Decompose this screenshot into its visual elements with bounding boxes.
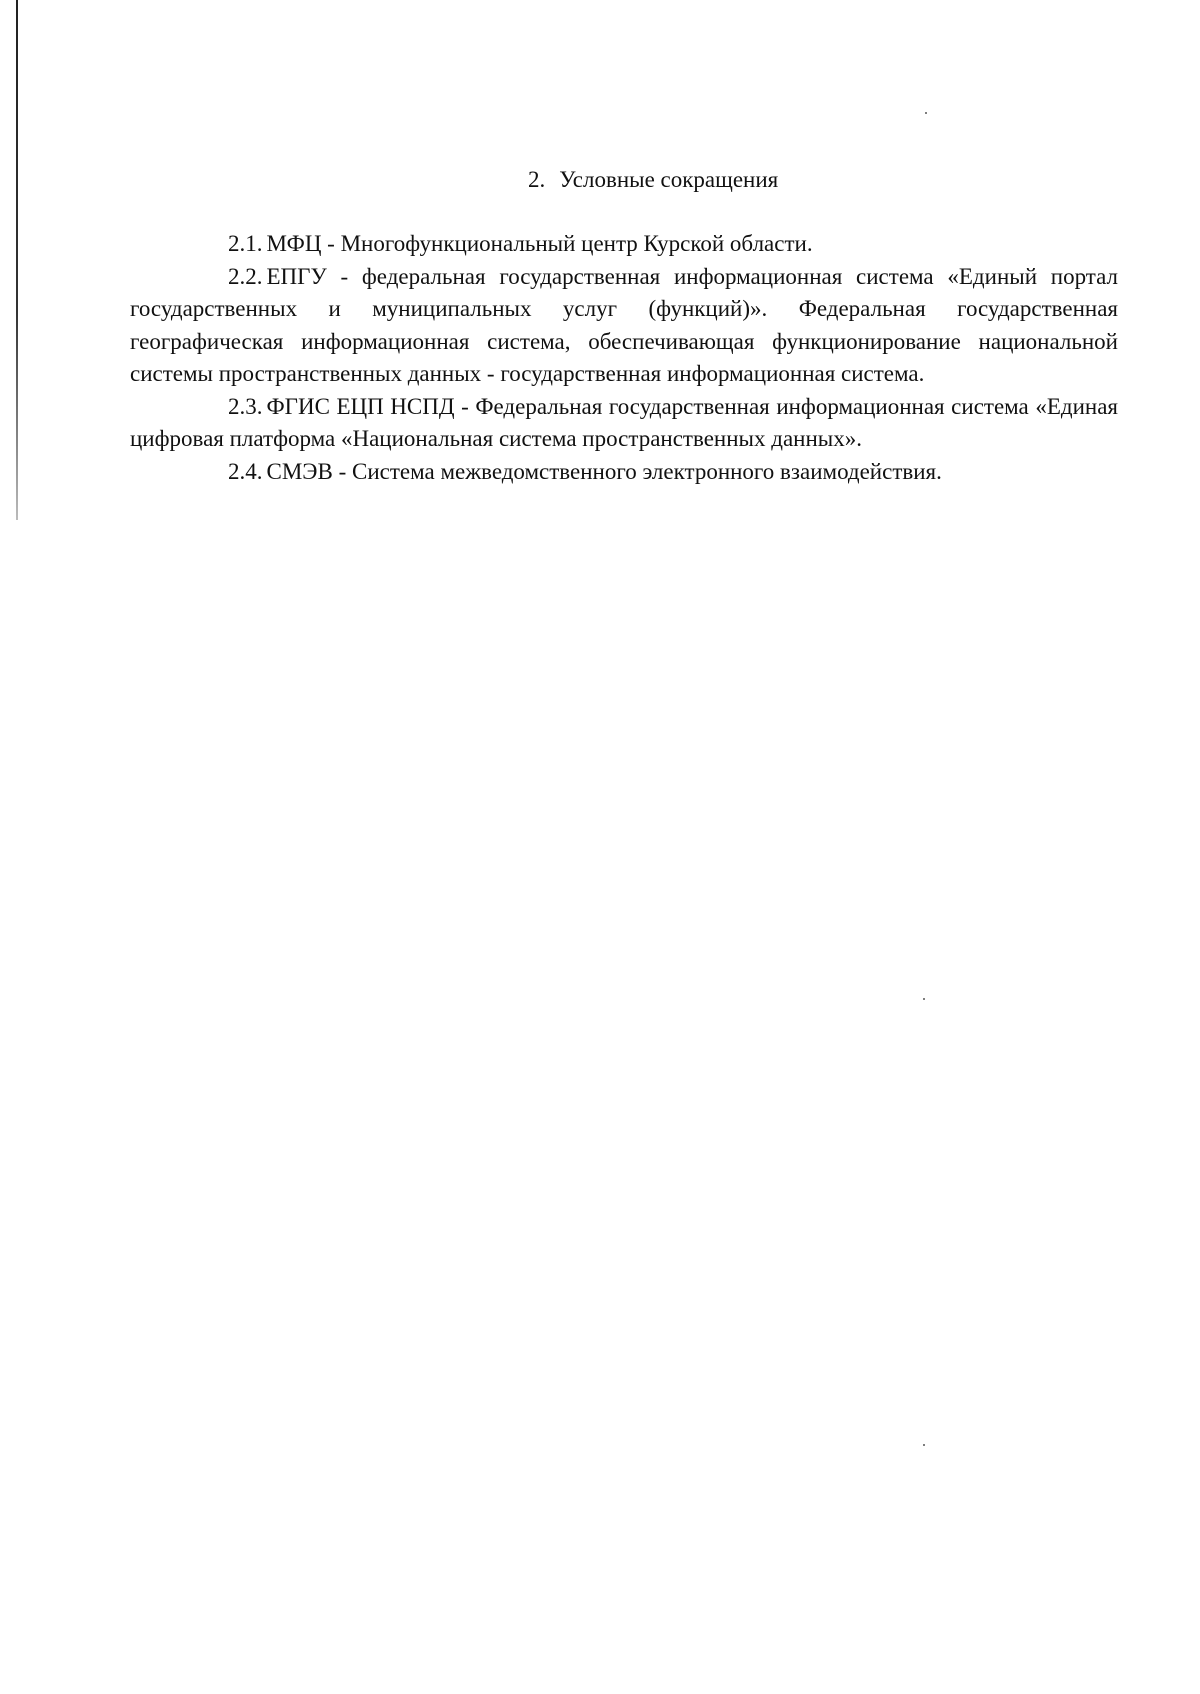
section-heading [528, 166, 778, 194]
scan-edge-line [16, 0, 18, 520]
list-item [130, 228, 1118, 261]
item-number: 2.3. [228, 393, 263, 419]
item-text: СМЭВ - Система межведомственного электронного взаимодействия. [266, 458, 942, 484]
item-text: МФЦ - Многофункциональный центр Курской области. [266, 231, 813, 256]
abbreviations-list [130, 228, 1118, 488]
list-item [130, 391, 1118, 456]
list-item [130, 456, 1118, 489]
section-number: 2. [528, 167, 546, 192]
scan-speck [923, 1444, 925, 1446]
list-item [130, 261, 1118, 391]
item-number: 2.2. [228, 263, 263, 289]
item-number: 2.1. [228, 231, 263, 256]
item-text: ФГИС ЕЦП НСПД - Федеральная государственная информационная система «Единая цифровая платформа «Национальная система пространственных данных». [130, 393, 1118, 451]
section-title: Условные сокращения [559, 167, 779, 192]
item-number: 2.4. [228, 458, 263, 484]
scan-speck [925, 112, 927, 114]
item-text: ЕПГУ - федеральная государственная информационная система «Единый портал государственных и муниципальных услуг (функций)». Федеральная государственная географическая информационная система, обеспечивающая функционирование национальной системы пространственных данных - государственная информационная система. [130, 263, 1118, 386]
scan-speck [923, 998, 925, 1000]
